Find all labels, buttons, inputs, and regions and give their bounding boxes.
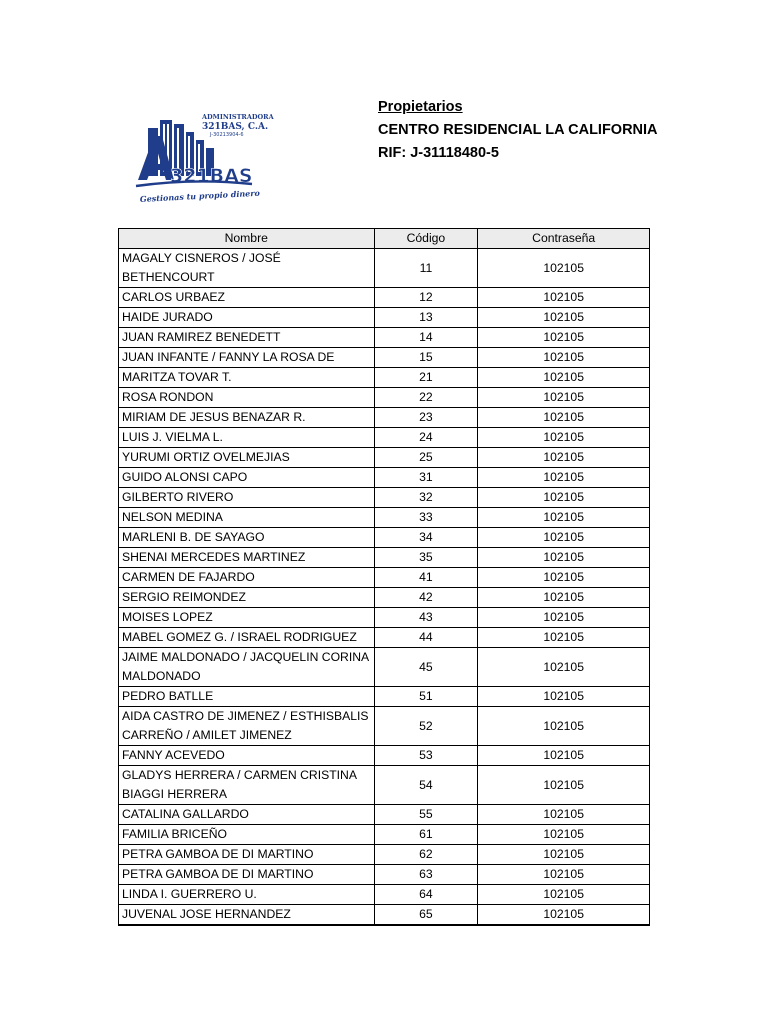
document-header xyxy=(378,96,658,165)
table-row xyxy=(119,805,650,825)
cell-contrasena: 102105 xyxy=(478,825,650,845)
table-row xyxy=(119,628,650,648)
cell-codigo: 41 xyxy=(374,568,478,588)
cell-codigo: 31 xyxy=(374,468,478,488)
cell-nombre: JUAN RAMIREZ BENEDETT xyxy=(119,328,375,348)
cell-contrasena: 102105 xyxy=(478,288,650,308)
table-row xyxy=(119,408,650,428)
cell-nombre: MARLENI B. DE SAYAGO xyxy=(119,528,375,548)
table-row xyxy=(119,905,650,926)
cell-nombre: SHENAI MERCEDES MARTINEZ xyxy=(119,548,375,568)
cell-codigo: 55 xyxy=(374,805,478,825)
cell-codigo: 63 xyxy=(374,865,478,885)
cell-codigo: 44 xyxy=(374,628,478,648)
logo-slogan: Gestionas tu propio dinero xyxy=(139,187,261,204)
cell-codigo: 34 xyxy=(374,528,478,548)
cell-codigo: 45 xyxy=(374,648,478,687)
cell-contrasena: 102105 xyxy=(478,845,650,865)
cell-codigo: 12 xyxy=(374,288,478,308)
cell-contrasena: 102105 xyxy=(478,528,650,548)
table-row xyxy=(119,348,650,368)
table-row xyxy=(119,288,650,308)
cell-nombre: HAIDE JURADO xyxy=(119,308,375,328)
table-row xyxy=(119,825,650,845)
cell-nombre: GUIDO ALONSI CAPO xyxy=(119,468,375,488)
cell-contrasena: 102105 xyxy=(478,328,650,348)
cell-nombre: MIRIAM DE JESUS BENAZAR R. xyxy=(119,408,375,428)
table-row xyxy=(119,648,650,687)
cell-codigo: 64 xyxy=(374,885,478,905)
cell-nombre: CARLOS URBAEZ xyxy=(119,288,375,308)
cell-nombre: JUAN INFANTE / FANNY LA ROSA DE xyxy=(119,348,375,368)
cell-codigo: 42 xyxy=(374,588,478,608)
table-row xyxy=(119,845,650,865)
cell-codigo: 35 xyxy=(374,548,478,568)
cell-codigo: 61 xyxy=(374,825,478,845)
column-header-codigo: Código xyxy=(374,229,478,249)
cell-contrasena: 102105 xyxy=(478,249,650,288)
cell-nombre: MAGALY CISNEROS / JOSÉ BETHENCOURT xyxy=(119,249,375,288)
cell-contrasena: 102105 xyxy=(478,428,650,448)
logo-brand: 321BAS xyxy=(170,165,253,187)
residence-name: CENTRO RESIDENCIAL LA CALIFORNIA xyxy=(378,122,658,138)
cell-nombre: PETRA GAMBOA DE DI MARTINO xyxy=(119,865,375,885)
cell-contrasena: 102105 xyxy=(478,488,650,508)
cell-contrasena: 102105 xyxy=(478,468,650,488)
cell-nombre: LINDA I. GUERRERO U. xyxy=(119,885,375,905)
cell-nombre: JUVENAL JOSE HERNANDEZ xyxy=(119,905,375,926)
cell-contrasena: 102105 xyxy=(478,548,650,568)
cell-contrasena: 102105 xyxy=(478,905,650,926)
cell-codigo: 11 xyxy=(374,249,478,288)
cell-codigo: 33 xyxy=(374,508,478,528)
cell-contrasena: 102105 xyxy=(478,348,650,368)
cell-codigo: 43 xyxy=(374,608,478,628)
table-row xyxy=(119,766,650,805)
cell-nombre: FAMILIA BRICEÑO xyxy=(119,825,375,845)
cell-codigo: 14 xyxy=(374,328,478,348)
cell-nombre: PETRA GAMBOA DE DI MARTINO xyxy=(119,845,375,865)
cell-contrasena: 102105 xyxy=(478,885,650,905)
table-row xyxy=(119,428,650,448)
cell-nombre: YURUMI ORTIZ OVELMEJIAS xyxy=(119,448,375,468)
logo-line1: ADMINISTRADORA xyxy=(202,113,274,121)
cell-contrasena: 102105 xyxy=(478,766,650,805)
cell-codigo: 54 xyxy=(374,766,478,805)
logo-line3: J-30213904-6 xyxy=(210,132,244,138)
cell-contrasena: 102105 xyxy=(478,865,650,885)
cell-nombre: MOISES LOPEZ xyxy=(119,608,375,628)
table-row xyxy=(119,528,650,548)
cell-contrasena: 102105 xyxy=(478,746,650,766)
cell-contrasena: 102105 xyxy=(478,648,650,687)
column-header-contrasena: Contraseña xyxy=(478,229,650,249)
cell-contrasena: 102105 xyxy=(478,588,650,608)
table-row xyxy=(119,746,650,766)
cell-nombre: NELSON MEDINA xyxy=(119,508,375,528)
table-row xyxy=(119,568,650,588)
table-row xyxy=(119,687,650,707)
company-logo xyxy=(134,110,274,210)
cell-codigo: 51 xyxy=(374,687,478,707)
table-row xyxy=(119,608,650,628)
cell-nombre: GILBERTO RIVERO xyxy=(119,488,375,508)
page-title: Propietarios xyxy=(378,99,463,115)
cell-codigo: 53 xyxy=(374,746,478,766)
cell-codigo: 62 xyxy=(374,845,478,865)
cell-contrasena: 102105 xyxy=(478,608,650,628)
cell-codigo: 25 xyxy=(374,448,478,468)
table-row xyxy=(119,328,650,348)
cell-contrasena: 102105 xyxy=(478,448,650,468)
cell-codigo: 15 xyxy=(374,348,478,368)
cell-nombre: FANNY ACEVEDO xyxy=(119,746,375,766)
table-row xyxy=(119,488,650,508)
column-header-nombre: Nombre xyxy=(119,229,375,249)
cell-contrasena: 102105 xyxy=(478,687,650,707)
table-row xyxy=(119,249,650,288)
table-row xyxy=(119,588,650,608)
cell-contrasena: 102105 xyxy=(478,508,650,528)
cell-contrasena: 102105 xyxy=(478,707,650,746)
table-row xyxy=(119,885,650,905)
cell-nombre: MABEL GOMEZ G. / ISRAEL RODRIGUEZ xyxy=(119,628,375,648)
table-row xyxy=(119,468,650,488)
cell-codigo: 24 xyxy=(374,428,478,448)
cell-contrasena: 102105 xyxy=(478,308,650,328)
table-row xyxy=(119,368,650,388)
cell-nombre: CATALINA GALLARDO xyxy=(119,805,375,825)
table-row xyxy=(119,388,650,408)
table-row xyxy=(119,865,650,885)
cell-nombre: CARMEN DE FAJARDO xyxy=(119,568,375,588)
cell-codigo: 23 xyxy=(374,408,478,428)
table-row xyxy=(119,308,650,328)
cell-nombre: MARITZA TOVAR T. xyxy=(119,368,375,388)
cell-codigo: 52 xyxy=(374,707,478,746)
table-row xyxy=(119,548,650,568)
cell-codigo: 22 xyxy=(374,388,478,408)
cell-nombre: LUIS J. VIELMA L. xyxy=(119,428,375,448)
logo-line2: 321BAS, C.A. xyxy=(202,122,269,132)
cell-nombre: ROSA RONDON xyxy=(119,388,375,408)
cell-nombre: GLADYS HERRERA / CARMEN CRISTINA BIAGGI HERRERA xyxy=(119,766,375,805)
table-row xyxy=(119,707,650,746)
cell-codigo: 32 xyxy=(374,488,478,508)
cell-nombre: SERGIO REIMONDEZ xyxy=(119,588,375,608)
owners-table xyxy=(118,228,650,926)
cell-contrasena: 102105 xyxy=(478,368,650,388)
cell-contrasena: 102105 xyxy=(478,805,650,825)
cell-contrasena: 102105 xyxy=(478,568,650,588)
cell-contrasena: 102105 xyxy=(478,408,650,428)
cell-nombre: AIDA CASTRO DE JIMENEZ / ESTHISBALIS CARREÑO / AMILET JIMENEZ xyxy=(119,707,375,746)
cell-codigo: 21 xyxy=(374,368,478,388)
rif-number: RIF: J-31118480-5 xyxy=(378,145,499,161)
cell-nombre: JAIME MALDONADO / JACQUELIN CORINA MALDONADO xyxy=(119,648,375,687)
cell-nombre: PEDRO BATLLE xyxy=(119,687,375,707)
table-row xyxy=(119,508,650,528)
cell-codigo: 13 xyxy=(374,308,478,328)
cell-contrasena: 102105 xyxy=(478,628,650,648)
table-header-row xyxy=(119,229,650,249)
cell-contrasena: 102105 xyxy=(478,388,650,408)
table-row xyxy=(119,448,650,468)
cell-codigo: 65 xyxy=(374,905,478,926)
